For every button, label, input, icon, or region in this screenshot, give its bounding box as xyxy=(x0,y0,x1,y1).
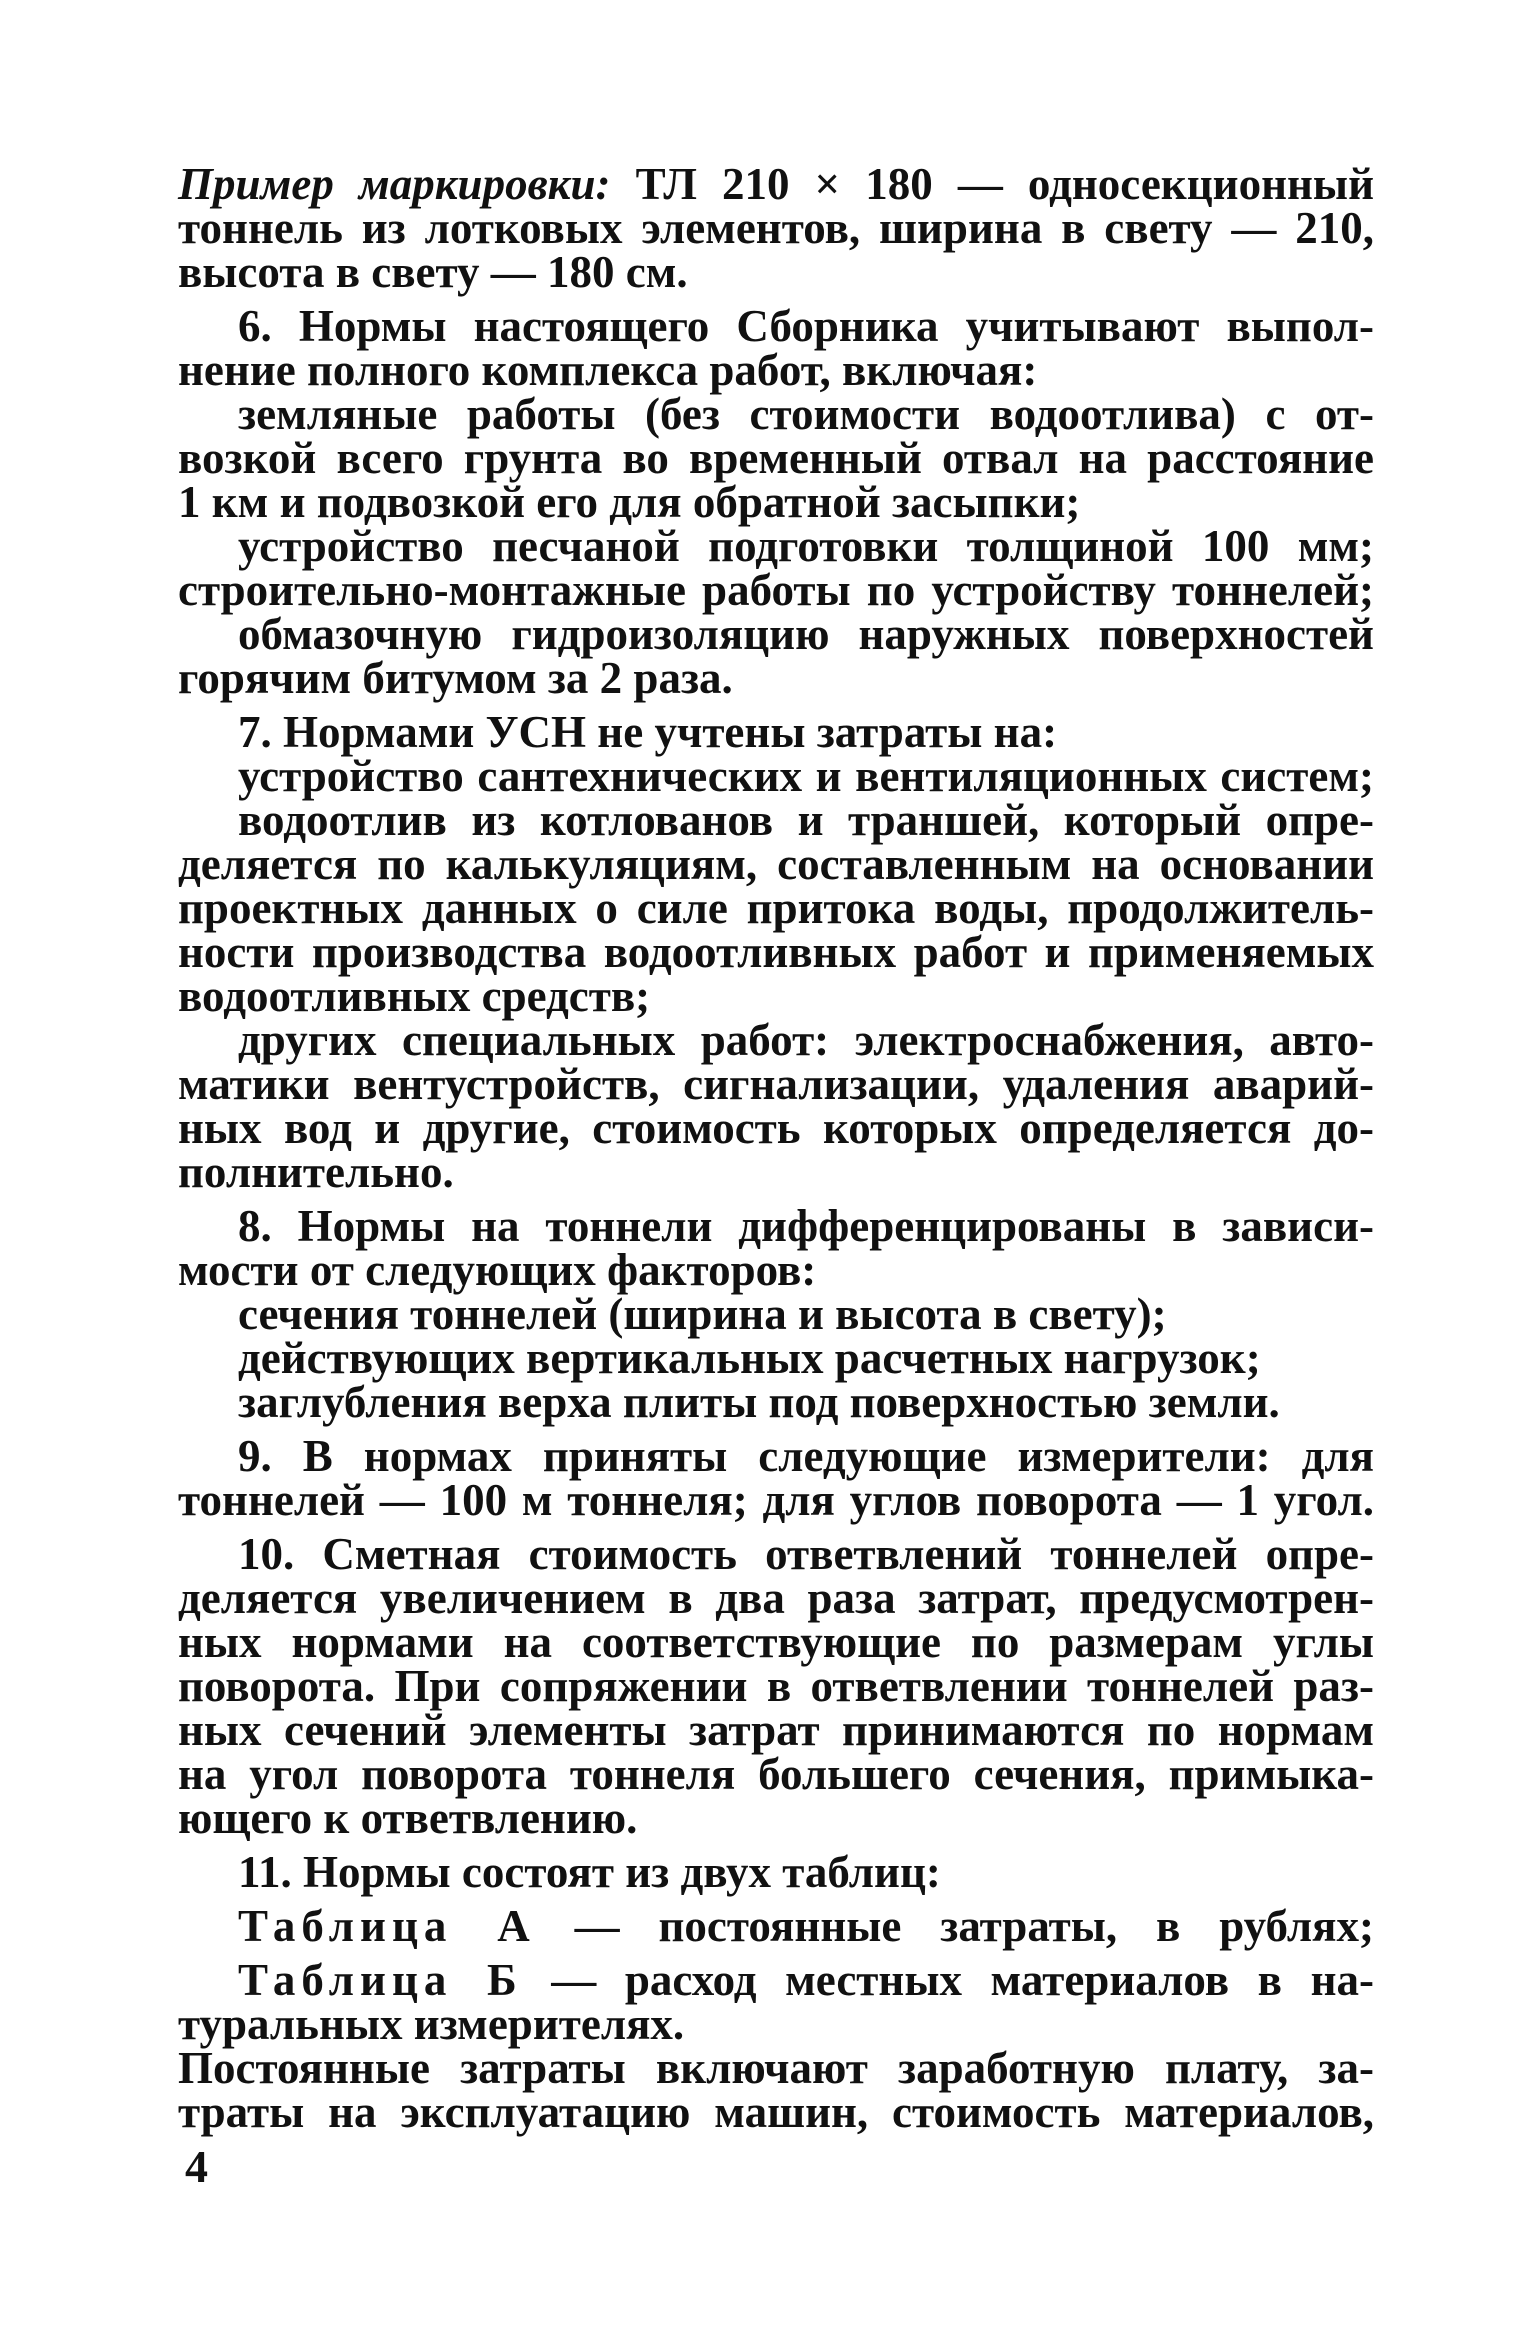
paragraph-8-heading: 8. Нормы на тоннели дифференцированы в зависи- xyxy=(238,1201,1374,1251)
text-line: деляется увеличением в два раза затрат, предусмотрен- xyxy=(178,1573,1374,1623)
paragraph-9-heading: 9. В нормах приняты следующие измерители: для xyxy=(238,1431,1374,1481)
table-b-line: Таблица Б — расход местных материалов в на- xyxy=(238,1955,1374,2005)
table-b-label: Таблица Б xyxy=(238,1955,523,2005)
text-line: ных вод и другие, стоимость которых определяется до- xyxy=(178,1103,1374,1153)
text-line: других специальных работ: электроснабжения, авто- xyxy=(238,1015,1374,1065)
text-line: на угол поворота тоннеля большего сечения, примыка- xyxy=(178,1749,1374,1799)
text-line: водоотлив из котлованов и траншей, который опре- xyxy=(238,795,1374,845)
marking-example-label: Пример маркировки: xyxy=(178,159,611,209)
text-line: нение полного комплекса работ, включая: xyxy=(178,345,1038,395)
text-line: высота в свету — 180 см. xyxy=(178,247,688,297)
text-line: траты на эксплуатацию машин, стоимость материалов, xyxy=(178,2087,1374,2137)
text-line: Постоянные затраты включают заработную плату, за- xyxy=(178,2043,1374,2093)
text-line: 1 км и подвозкой его для обратной засыпки; xyxy=(178,477,1081,527)
table-a-line: Таблица А — постоянные затраты, в рублях; xyxy=(238,1901,1374,1951)
table-a-label: Таблица А xyxy=(238,1901,536,1951)
text-line: горячим битумом за 2 раза. xyxy=(178,653,733,703)
text-line: устройство песчаной подготовки толщиной 100 мм; xyxy=(238,521,1374,571)
text-line: поворота. При сопряжении в ответвлении тоннелей раз- xyxy=(178,1661,1374,1711)
text-line: заглубления верха плиты под поверхностью земли. xyxy=(238,1377,1280,1427)
text-line: ющего к ответвлению. xyxy=(178,1793,638,1843)
text-line: матики вентустройств, сигнализации, удаления аварий- xyxy=(178,1059,1374,1109)
text-line: полнительно. xyxy=(178,1147,454,1197)
paragraph-11-heading: 11. Нормы состоят из двух таблиц: xyxy=(238,1847,941,1897)
page-number: 4 xyxy=(185,2141,208,2192)
paragraph-6-heading: 6. Нормы настоящего Сборника учитывают выпол- xyxy=(238,301,1374,351)
text-line: сечения тоннелей (ширина и высота в свету); xyxy=(238,1289,1167,1339)
paragraph-10-heading: 10. Сметная стоимость ответвлений тоннелей опре- xyxy=(238,1529,1374,1579)
paragraph-7-heading: 7. Нормами УСН не учтены затраты на: xyxy=(238,707,1058,757)
text-line: возкой всего грунта во временный отвал на расстояние xyxy=(178,433,1374,483)
text-line: тоннелей — 100 м тоннеля; для углов поворота — 1 угол. xyxy=(178,1475,1374,1525)
text-line: обмазочную гидроизоляцию наружных поверхностей xyxy=(238,609,1374,659)
text-line: земляные работы (без стоимости водоотлива) с от- xyxy=(238,389,1374,439)
text-line: водоотливных средств; xyxy=(178,971,651,1021)
text-line: мости от следующих факторов: xyxy=(178,1245,817,1295)
text-line: ных сечений элементы затрат принимаются по нормам xyxy=(178,1705,1374,1755)
text-line: Пример маркировки: ТЛ 210 × 180 — односекционный xyxy=(178,159,1374,209)
text-line: действующих вертикальных расчетных нагрузок; xyxy=(238,1333,1261,1383)
text-line: туральных измерителях. xyxy=(178,1999,685,2049)
text-line: устройство сантехнических и вентиляционных систем; xyxy=(238,751,1374,801)
text-line: проектных данных о силе притока воды, продолжитель- xyxy=(178,883,1374,933)
document-page xyxy=(178,159,1374,2137)
text-line: ных нормами на соответствующие по размерам углы xyxy=(178,1617,1374,1667)
text-line: ности производства водоотливных работ и применяемых xyxy=(178,927,1374,977)
text-line: деляется по калькуляциям, составленным на основании xyxy=(178,839,1374,889)
text-line: тоннель из лотковых элементов, ширина в свету — 210, xyxy=(178,203,1374,253)
text-line: строительно-монтажные работы по устройству тоннелей; xyxy=(178,565,1374,615)
